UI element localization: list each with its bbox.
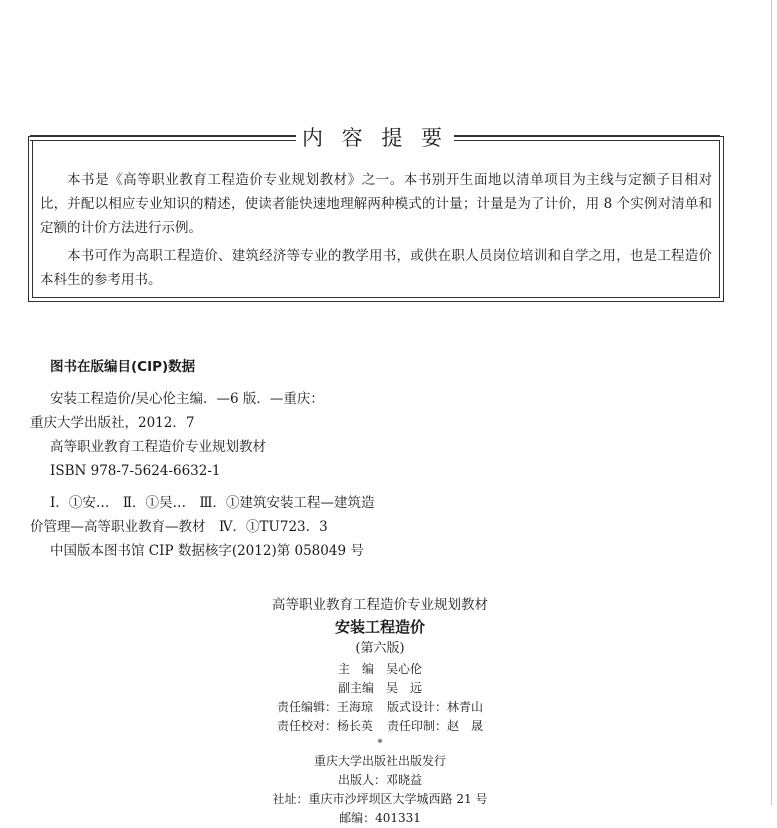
imprint-series: 高等职业教育工程造价专业规划教材 <box>272 597 488 613</box>
imprint-proofreader: 责任校对：杨长英 <box>276 719 373 733</box>
abstract-body <box>40 168 712 292</box>
imprint-publisher-person: 出版人：邓晓益 <box>337 773 422 787</box>
imprint-responsible-editor: 责任编辑：王海琼 <box>276 700 373 714</box>
imprint-layout-design: 版式设计：林青山 <box>387 700 484 714</box>
imprint-book-title: 安装工程造价 <box>334 618 425 636</box>
abstract-title-bar <box>30 124 720 152</box>
abstract-title: 内 容 提 要 <box>296 124 454 152</box>
cip-line-isbn: ISBN 978-7-5624-6632-1 <box>50 463 221 479</box>
cip-line-classification-cont: 价管理—高等职业教育—教材 Ⅳ．①TU723．3 <box>30 519 328 535</box>
title-rule-left <box>30 135 296 141</box>
cip-line-series: 高等职业教育工程造价专业规划教材 <box>50 439 266 455</box>
imprint-address: 社址：重庆市沙坪坝区大学城西路 21 号 <box>272 792 488 806</box>
cip-line-title: 安装工程造价/吴心伦主编．—6 版．—重庆： <box>50 391 324 407</box>
cip-line-record-number: 中国版本图书馆 CIP 数据核字(2012)第 058049 号 <box>50 543 364 559</box>
imprint-postcode: 邮编：401331 <box>339 811 421 825</box>
abstract-paragraph-2: 本书可作为高职工程造价、建筑经济等专业的教学用书，或供在职人员岗位培训和自学之用，也是工程造价本科生的参考用书。 <box>40 248 712 288</box>
abstract-paragraph-1: 本书是《高等职业教育工程造价专业规划教材》之一。本书别开生面地以清单项目为主线与定额子目相对比，并配以相应专业知识的精述，使读者能快速地理解两种模式的计量；计量是为了计价，用 8 个实例对清单和定额的计价方法进行示例。 <box>40 172 712 236</box>
page-edge-rule <box>771 0 772 805</box>
imprint-deputy-editor: 副主编 吴 远 <box>337 681 422 695</box>
imprint-staff-row-1 <box>210 698 550 717</box>
cip-line-classification: Ⅰ．①安… Ⅱ．①吴… Ⅲ．①建筑安装工程—建筑造 <box>50 495 375 511</box>
imprint-editor: 主 编 吴心伦 <box>337 662 422 676</box>
cip-data-block <box>30 355 450 563</box>
imprint-block <box>210 594 550 828</box>
title-rule-right <box>454 135 720 141</box>
cip-heading: 图书在版编目(CIP)数据 <box>50 359 196 375</box>
imprint-printing: 责任印制：赵 晟 <box>387 719 484 733</box>
imprint-staff-row-2 <box>210 717 550 736</box>
imprint-separator-star: * <box>377 738 383 749</box>
imprint-publisher: 重庆大学出版社出版发行 <box>313 754 446 768</box>
imprint-edition: (第六版) <box>355 641 405 656</box>
cip-line-publisher: 重庆大学出版社，2012．7 <box>30 415 195 431</box>
